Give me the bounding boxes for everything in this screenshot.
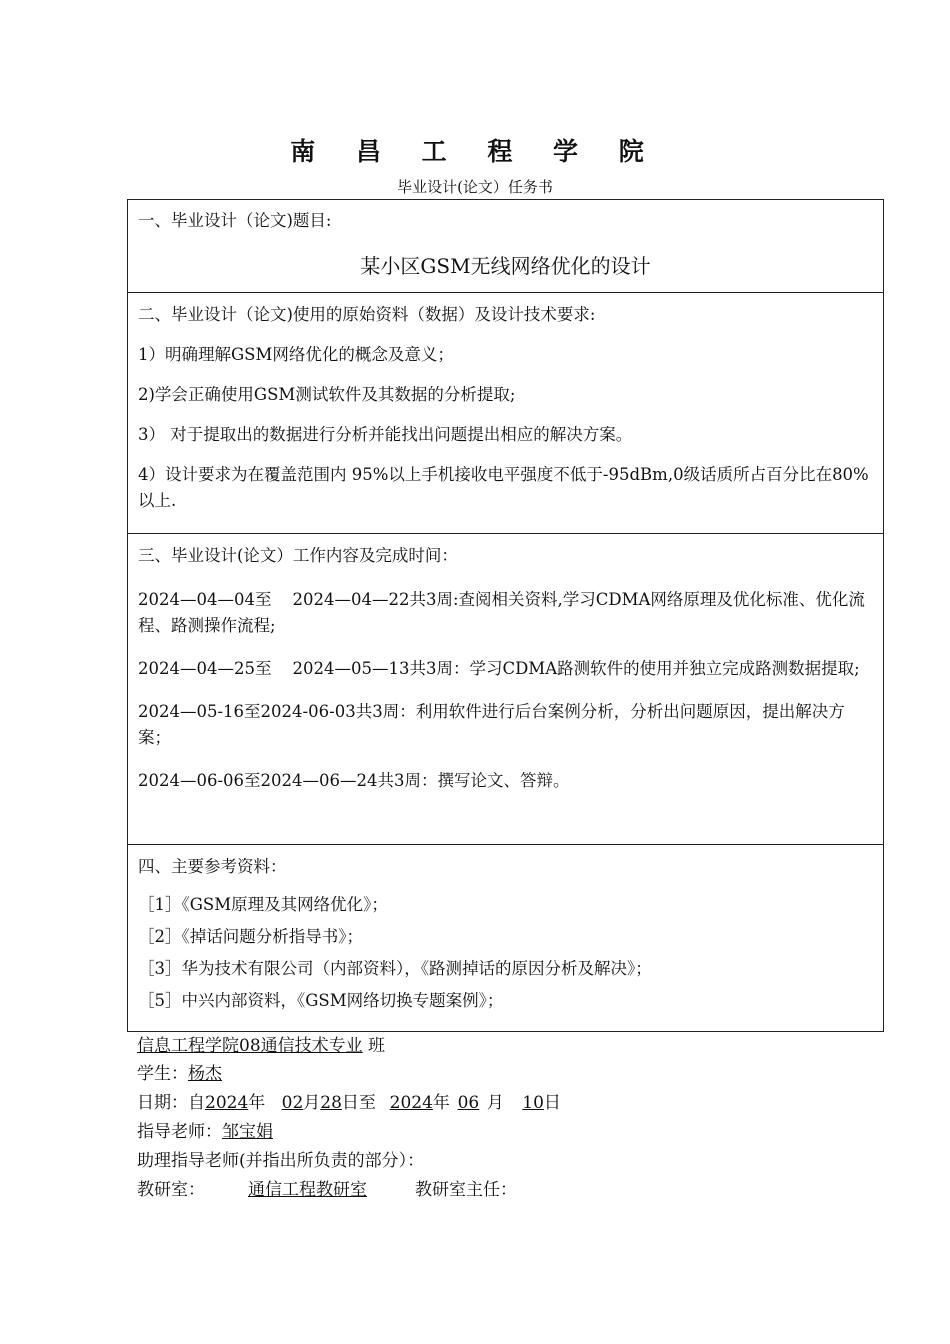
reference-item: ［5］中兴内部资料，《GSM网络切换专题案例》； [138,991,504,1010]
assistant-line [137,1147,424,1175]
start-month: 02 [281,1093,304,1113]
school-title: 南 昌 工 程 学 院 [290,137,660,166]
start-day: 28 [320,1093,342,1113]
requirement-item: 4）设计要求为在覆盖范围内 95%以上手机接收电平强度不低于-95dBm,0级话质所占百分比在80%以上. [138,465,869,510]
end-day: 10 [522,1093,544,1113]
schedule-section [128,534,884,845]
schedule-heading: 三、毕业设计(论文）工作内容及完成时间： [138,546,458,565]
schedule-item: 2024—04—25至 2024—05—13共3周：学习CDMA路测软件的使用并独立完成路测数据提取; [138,659,860,678]
advisor-label: 指导老师： [137,1122,222,1142]
document-type: 毕业设计(论文）任务书 [397,178,553,196]
office-label: 教研室： [137,1180,205,1200]
schedule-item: 2024—04—04至 2024—04—22共3周:查阅相关资料,学习CDMA网络原理及优化标准、优化流程、路测操作流程; [138,590,865,635]
task-table [127,199,884,1032]
class-suffix: 班 [362,1036,386,1056]
office-name: 通信工程教研室 [248,1180,367,1200]
requirement-item: 1）明确理解GSM网络优化的概念及意义； [138,345,454,364]
schedule-item: 2024—06-06至2024—06—24共3周：撰写论文、答辩。 [138,771,570,790]
requirement-item: 2)学会正确使用GSM测试软件及其数据的分析提取; [138,385,516,404]
year-char-2: 年 [432,1093,450,1113]
class-line [137,1032,385,1060]
references-heading: 四、主要参考资料： [138,857,287,876]
end-year: 2024 [389,1093,433,1113]
start-year: 2024 [205,1093,249,1113]
student-label: 学生： [137,1064,188,1084]
requirement-item: 3） 对于提取出的数据进行分析并能找出问题提出相应的解决方案。 [138,425,633,444]
topic-title: 某小区GSM无线网络优化的设计 [360,254,651,278]
reference-item: ［3］华为技术有限公司（内部资料），《路测掉话的原因分析及解决》； [138,959,652,978]
end-month: 06 [457,1093,480,1113]
references-section [128,845,884,1032]
year-char: 年 [248,1093,266,1113]
office-head-label: 教研室主任： [415,1180,517,1200]
month-char: 月 [303,1093,321,1113]
topic-heading: 一、毕业设计（论文)题目: [138,211,332,230]
advisor-name: 邹宝娟 [222,1122,273,1142]
class-name: 信息工程学院08通信技术专业 [137,1036,363,1056]
topic-section [128,200,884,293]
requirements-section [128,293,884,534]
assistant-label: 助理指导老师(并指出所负责的部分）： [137,1151,425,1171]
student-line [137,1060,222,1088]
reference-item: ［2］《掉话问题分析指导书》； [138,927,363,946]
month-char-2: 月 [486,1093,504,1113]
date-label: 日期：自 [137,1093,205,1113]
student-name: 杨杰 [188,1064,222,1084]
office-line [137,1176,517,1204]
advisor-line [137,1118,273,1146]
day-to: 日至 [341,1093,376,1113]
date-line [137,1089,561,1117]
schedule-item: 2024—05-16至2024-06-03共3周：利用软件进行后台案例分析，分析出问题原因，提出解决方案； [138,702,845,747]
requirements-heading: 二、毕业设计（论文)使用的原始资料（数据）及设计技术要求: [138,305,596,324]
day-char: 日 [543,1093,561,1113]
reference-item: ［1］《GSM原理及其网络优化》； [138,895,388,914]
